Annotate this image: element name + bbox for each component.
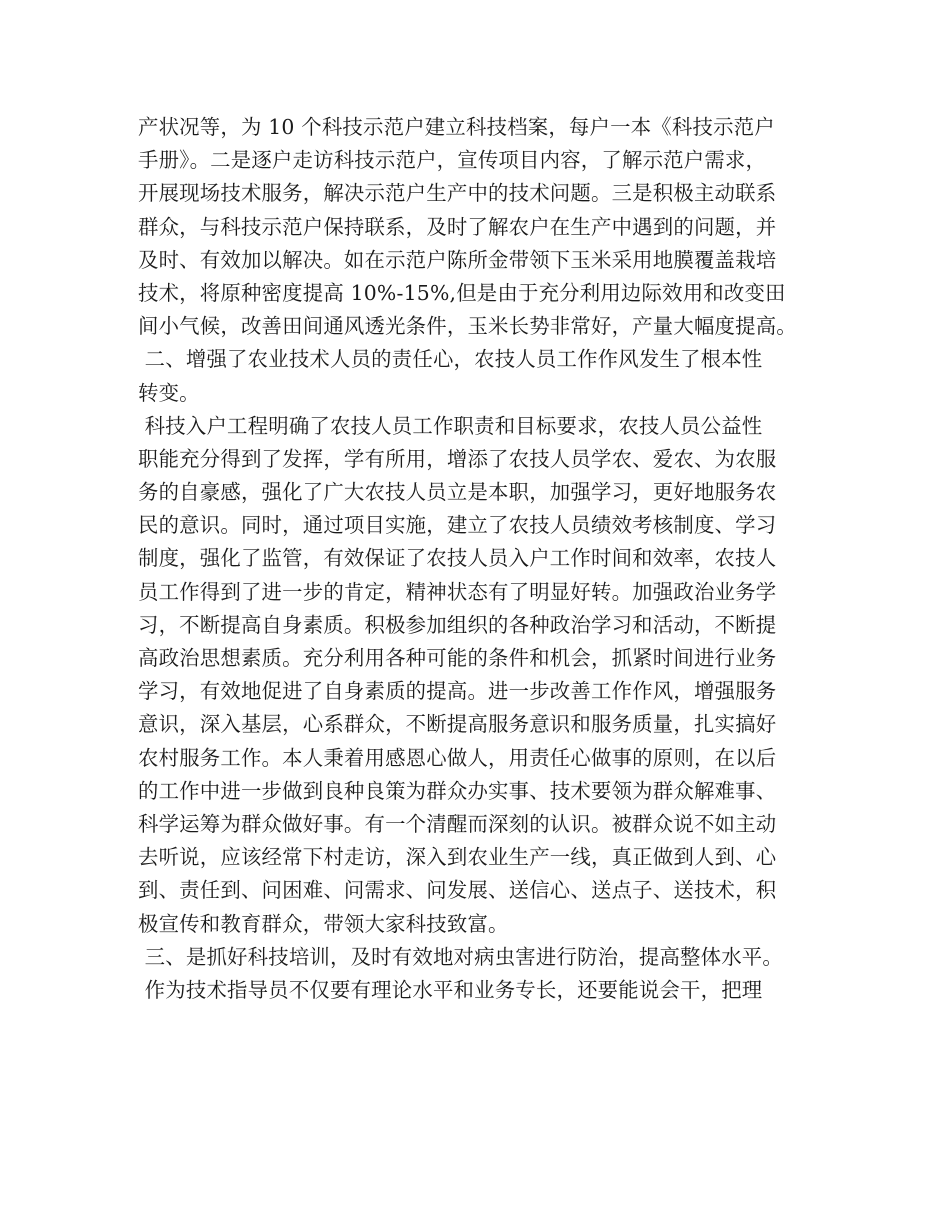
text-line: 极宣传和教育群众，带领大家科技致富。 — [138, 911, 509, 936]
text-line: 农村服务工作。本人秉着用感恩心做人，用责任心做事的原则，在以后 — [138, 745, 777, 770]
document-body — [138, 111, 828, 1007]
text-line: 务的自豪感，强化了广大农技人员立是本职，加强学习，更好地服务农 — [138, 480, 777, 505]
text-line: 间小气候，改善田间通风透光条件，玉米长势非常好，产量大幅度提高。 — [138, 314, 797, 339]
text-line: 学习，有效地促进了自身素质的提高。进一步改善工作作风，增强服务 — [138, 679, 777, 704]
text-line: 去听说，应该经常下村走访，深入到农业生产一线，真正做到人到、心 — [138, 845, 777, 870]
text-line: 制度，强化了监管，有效保证了农技人员入户工作时间和效率，农技人 — [138, 546, 777, 571]
text-line: 的工作中进一步做到良种良策为群众办实事、技术要领为群众解难事、 — [138, 778, 777, 803]
text-line: 开展现场技术服务，解决示范户生产中的技术问题。三是积极主动联系 — [138, 181, 777, 206]
paragraph-start: 作为技术指导员不仅要有理论水平和业务专长，还要能说会干，把理 — [138, 977, 763, 1002]
text-line: 群众，与科技示范户保持联系，及时了解农户在生产中遇到的问题，并 — [138, 214, 777, 239]
paragraph-start: 科技入户工程明确了农技人员工作职责和目标要求，农技人员公益性 — [138, 413, 763, 438]
text-line: 技术，将原种密度提高 10%-15%,但是由于充分利用边际效用和改变田 — [138, 280, 786, 305]
section-heading-2: 二、增强了农业技术人员的责任心，农技人员工作作风发生了根本性 — [138, 347, 763, 372]
text-line: 科学运筹为群众做好事。有一个清醒而深刻的认识。被群众说不如主动 — [138, 811, 777, 836]
text-line: 到、责任到、问困难、问需求、问发展、送信心、送点子、送技术，积 — [138, 878, 777, 903]
text-line: 手册》。二是逐户走访科技示范户，宣传项目内容，了解示范户需求， — [138, 148, 767, 173]
text-line: 意识，深入基层，心系群众，不断提高服务意识和服务质量，扎实搞好 — [138, 712, 777, 737]
text-line: 职能充分得到了发挥，学有所用，增添了农技人员学农、爱农、为农服 — [138, 446, 777, 471]
text-line: 习，不断提高自身素质。积极参加组织的各种政治学习和活动，不断提 — [138, 612, 777, 637]
text-line: 员工作得到了进一步的肯定，精神状态有了明显好转。加强政治业务学 — [138, 579, 777, 604]
section-heading-2-cont: 转变。 — [138, 380, 200, 405]
text-line: 及时、有效加以解决。如在示范户陈所金带领下玉米采用地膜覆盖栽培 — [138, 247, 777, 272]
text-line: 高政治思想素质。充分利用各种可能的条件和机会，抓紧时间进行业务 — [138, 646, 777, 670]
section-heading-3: 三、是抓好科技培训，及时有效地对病虫害进行防治，提高整体水平。 — [138, 944, 783, 969]
text-line: 民的意识。同时，通过项目实施，建立了农技人员绩效考核制度、学习 — [138, 513, 777, 538]
text-line: 产状况等，为 10 个科技示范户建立科技档案，每户一本《科技示范户 — [138, 115, 775, 139]
